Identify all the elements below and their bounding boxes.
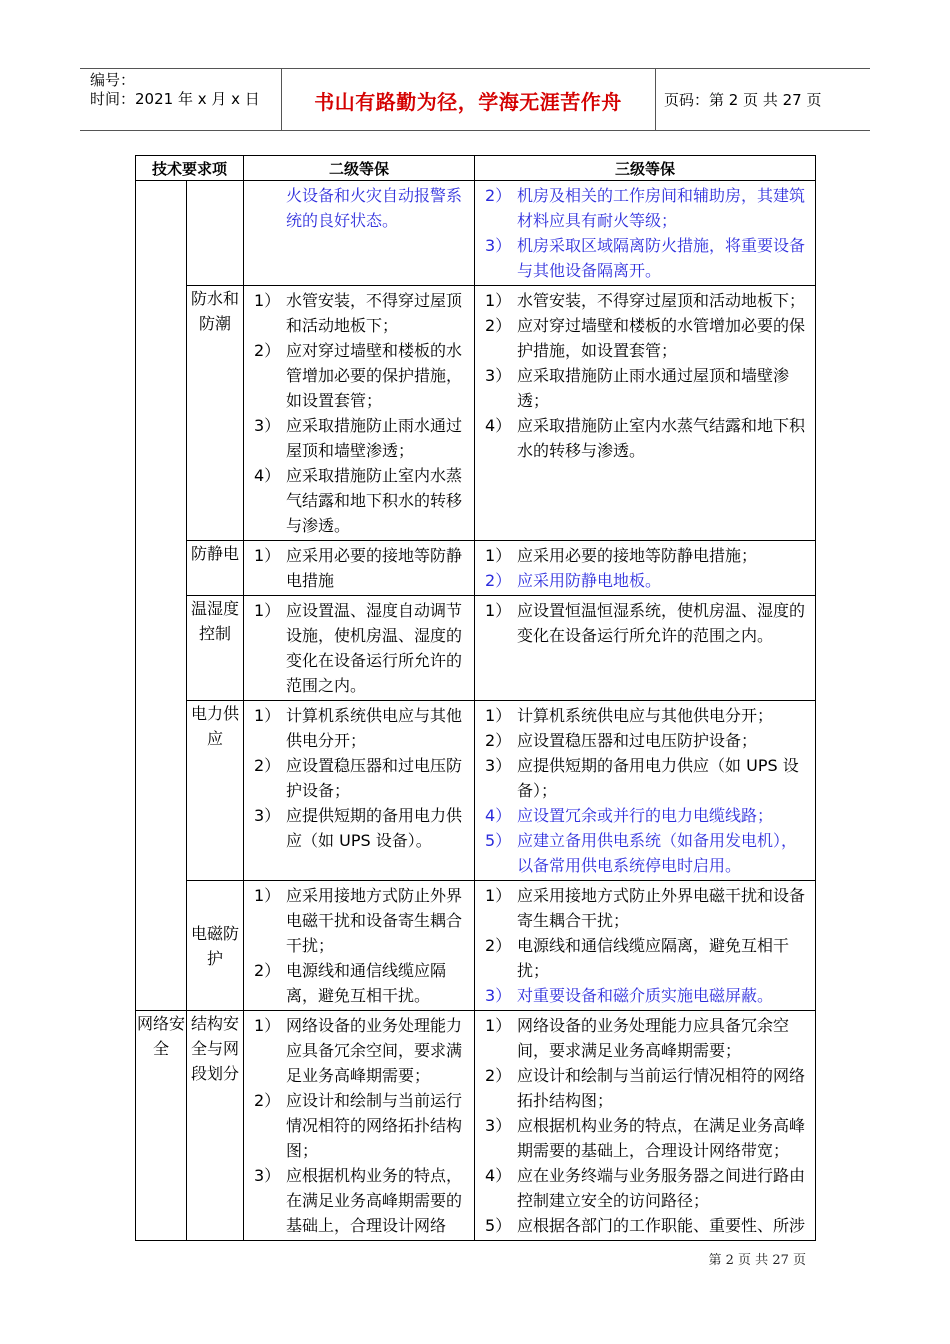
requirement-text: 应采取措施防止雨水通过屋顶和墙壁渗透； (517, 366, 790, 410)
requirement-list (244, 1011, 474, 1240)
requirement-number: 1） (485, 1016, 512, 1035)
requirement-item (244, 543, 468, 593)
requirement-text: 应设计和绘制与当前运行情况相符的网络拓扑结构图； (286, 1091, 463, 1160)
header-divider (655, 69, 656, 130)
level2-cell (244, 701, 475, 881)
requirement-text: 网络设备的业务处理能力应具备冗余空间，要求满足业务高峰期需要； (517, 1016, 790, 1060)
requirement-number: 5） (485, 1216, 512, 1235)
header-motto: 书山有路勤为径，学海无涯苦作舟 (314, 90, 622, 114)
requirement-item (244, 463, 468, 538)
requirement-text: 应设置恒温恒湿系统，使机房温、湿度的变化在设备运行所允许的范围之内。 (517, 601, 806, 645)
category-cell: 网络安全 (136, 1011, 187, 1241)
requirement-text: 电源线和通信线缆应隔离，避免互相干扰。 (286, 961, 447, 1005)
requirement-number: 2） (485, 186, 512, 205)
requirement-number: 1） (485, 706, 512, 725)
level3-cell (475, 881, 816, 1011)
requirement-number: 4） (254, 466, 281, 485)
requirement-item (244, 338, 468, 413)
requirement-item (475, 288, 809, 313)
requirement-text: 机房及相关的工作房间和辅助房，其建筑材料应具有耐火等级； (517, 186, 806, 230)
requirement-text: 应对穿过墙壁和楼板的水管增加必要的保护措施，如设置套管； (286, 341, 463, 410)
requirement-number: 1） (485, 291, 512, 310)
requirement-number: 4） (485, 806, 512, 825)
requirement-number: 4） (485, 1166, 512, 1185)
requirement-item (475, 183, 809, 233)
table-row (136, 1011, 816, 1241)
requirement-item (475, 543, 809, 568)
requirement-text: 对重要设备和磁介质实施电磁屏蔽。 (517, 986, 774, 1005)
table-row (136, 181, 816, 286)
level2-cell (244, 1011, 475, 1241)
level3-cell (475, 286, 816, 541)
header-meta (90, 71, 260, 109)
requirement-item (244, 958, 468, 1008)
requirement-item (244, 703, 468, 753)
requirement-item (475, 983, 809, 1008)
requirement-item (475, 1163, 809, 1213)
requirement-item (244, 1013, 468, 1088)
page-footer: 第 2 页 共 27 页 (708, 1253, 806, 1268)
requirement-item (244, 753, 468, 803)
level2-cell (244, 596, 475, 701)
subcategory-cell: 结构安全与网段划分 (187, 1011, 244, 1241)
requirement-item (475, 753, 809, 803)
requirement-text: 应采用接地方式防止外界电磁干扰和设备寄生耦合干扰； (517, 886, 806, 930)
subcategory-cell-fire (187, 181, 244, 286)
requirement-text: 应根据机构业务的特点，在满足业务高峰期需要的基础上，合理设计网络带宽； (517, 1116, 806, 1160)
requirement-number: 4） (485, 416, 512, 435)
requirement-text: 应根据机构业务的特点，在满足业务高峰期需要的基础上，合理设计网络 (286, 1166, 463, 1235)
requirement-list (475, 181, 815, 285)
requirement-text: 电源线和通信线缆应隔离，避免互相干扰； (517, 936, 790, 980)
requirement-number: 1） (485, 886, 512, 905)
requirement-item (475, 1063, 809, 1113)
requirement-item (475, 598, 809, 648)
level2-cell (244, 286, 475, 541)
requirement-item (475, 363, 809, 413)
requirement-item (475, 413, 809, 463)
requirement-text: 计算机系统供电应与其他供电分开； (517, 706, 774, 725)
requirement-item (475, 1013, 809, 1063)
requirement-item (475, 313, 809, 363)
requirement-text: 应采取措施防止雨水通过屋顶和墙壁渗透； (286, 416, 463, 460)
requirement-number: 1） (254, 706, 281, 725)
requirement-list (244, 541, 474, 595)
requirement-number: 2） (485, 1066, 512, 1085)
requirement-text: 水管安装，不得穿过屋顶和活动地板下； (286, 291, 463, 335)
requirement-number: 2） (485, 571, 512, 590)
requirement-item (475, 1213, 809, 1238)
requirement-list (475, 881, 815, 1010)
requirement-text: 应采用必要的接地等防静电措施； (517, 546, 758, 565)
requirement-number: 1） (254, 886, 281, 905)
requirement-number: 3） (485, 986, 512, 1005)
requirement-item (244, 803, 468, 853)
requirement-text: 应对穿过墙壁和楼板的水管增加必要的保护措施，如设置套管； (517, 316, 806, 360)
requirement-list (244, 286, 474, 540)
header-page-number: 页码：第 2 页 共 27 页 (664, 91, 822, 109)
subcategory-cell: 温湿度控制 (187, 596, 244, 701)
requirement-list (244, 596, 474, 700)
requirement-item (244, 1163, 468, 1238)
table-row (136, 596, 816, 701)
requirement-number: 2） (485, 731, 512, 750)
requirement-number: 3） (485, 756, 512, 775)
requirement-number: 3） (485, 236, 512, 255)
requirement-number: 1） (485, 601, 512, 620)
col-header-level3: 三级等保 (475, 156, 816, 181)
requirement-list (475, 541, 815, 595)
subcategory-cell: 电磁防护 (187, 881, 244, 1011)
page-header (80, 68, 870, 131)
requirement-item (244, 183, 468, 233)
table-header-row (136, 156, 816, 181)
requirement-item (475, 568, 809, 593)
requirement-number: 2） (254, 756, 281, 775)
level2-cell (244, 541, 475, 596)
requirement-number: 3） (254, 806, 281, 825)
requirement-number: 1） (254, 601, 281, 620)
requirement-number: 3） (485, 1116, 512, 1135)
level2-cell (244, 881, 475, 1011)
requirement-item (475, 703, 809, 728)
table-row (136, 881, 816, 1011)
requirement-text: 应采用接地方式防止外界电磁干扰和设备寄生耦合干扰； (286, 886, 463, 955)
requirement-item (244, 883, 468, 958)
table-row (136, 286, 816, 541)
requirement-item (475, 828, 809, 878)
requirement-item (244, 288, 468, 338)
requirement-text: 应建立备用供电系统（如备用发电机），以备常用供电系统停电时启用。 (517, 831, 798, 875)
level3-cell (475, 541, 816, 596)
requirement-number: 3） (485, 366, 512, 385)
requirement-item (475, 933, 809, 983)
subcategory-cell: 防静电 (187, 541, 244, 596)
requirement-text: 应设置稳压器和过电压防护设备； (286, 756, 463, 800)
requirement-item (475, 1113, 809, 1163)
doc-date: 时间：2021 年 x 月 x 日 (90, 90, 260, 108)
table-row (136, 541, 816, 596)
requirement-number: 3） (254, 1166, 281, 1185)
requirement-list (475, 1011, 815, 1240)
requirement-text: 网络设备的业务处理能力应具备冗余空间，要求满足业务高峰期需要； (286, 1016, 463, 1085)
requirement-number: 2） (254, 341, 281, 360)
requirement-text: 应采取措施防止室内水蒸气结露和地下积水的转移与渗透。 (286, 466, 463, 535)
requirement-text: 应提供短期的备用电力供应（如 UPS 设备）。 (286, 806, 463, 850)
category-cell-physical (136, 181, 187, 1011)
requirement-list (475, 701, 815, 880)
col-header-level2: 二级等保 (244, 156, 475, 181)
requirement-item (475, 728, 809, 753)
requirement-text: 应设置稳压器和过电压防护设备； (517, 731, 758, 750)
requirement-list (244, 881, 474, 1010)
requirement-text: 应设置温、湿度自动调节设施，使机房温、湿度的变化在设备运行所允许的范围之内。 (286, 601, 463, 695)
requirement-list (244, 181, 474, 235)
requirement-number: 1） (485, 546, 512, 565)
requirement-list (244, 701, 474, 855)
level2-cell (244, 181, 475, 286)
requirement-text: 应采取措施防止室内水蒸气结露和地下积水的转移与渗透。 (517, 416, 806, 460)
requirement-item (244, 1088, 468, 1163)
requirement-item (475, 883, 809, 933)
requirement-text: 火设备和火灾自动报警系统的良好状态。 (286, 186, 463, 230)
requirement-list (475, 596, 815, 650)
requirement-number: 5） (485, 831, 512, 850)
requirement-text: 水管安装，不得穿过屋顶和活动地板下； (517, 291, 806, 310)
requirement-text: 应设计和绘制与当前运行情况相符的网络拓扑结构图； (517, 1066, 806, 1110)
requirement-number: 1） (254, 546, 281, 565)
requirement-item (244, 413, 468, 463)
subcategory-cell: 防水和防潮 (187, 286, 244, 541)
requirement-number: 2） (254, 1091, 281, 1110)
requirement-item (244, 598, 468, 698)
requirement-number: 2） (254, 961, 281, 980)
requirement-number: 1） (254, 291, 281, 310)
requirement-text: 应在业务终端与业务服务器之间进行路由控制建立安全的访问路径； (517, 1166, 806, 1210)
requirement-number: 2） (485, 316, 512, 335)
requirements-table (135, 155, 816, 1241)
requirement-list (475, 286, 815, 465)
level3-cell (475, 596, 816, 701)
requirement-text: 应提供短期的备用电力供应（如 UPS 设备）； (517, 756, 799, 800)
table-row (136, 701, 816, 881)
level3-cell (475, 701, 816, 881)
requirement-item (475, 233, 809, 283)
requirement-text: 机房采取区域隔离防火措施，将重要设备与其他设备隔离开。 (517, 236, 806, 280)
requirement-text: 应根据各部门的工作职能、重要性、所涉 (517, 1216, 806, 1235)
requirement-number: 3） (254, 416, 281, 435)
requirement-text: 应采用必要的接地等防静电措施 (286, 546, 463, 590)
doc-number: 编号： (90, 71, 136, 89)
requirement-text: 计算机系统供电应与其他供电分开； (286, 706, 463, 750)
col-header-item: 技术要求项 (136, 156, 244, 181)
subcategory-cell: 电力供应 (187, 701, 244, 881)
requirement-number: 1） (254, 1016, 281, 1035)
level3-cell (475, 1011, 816, 1241)
requirement-text: 应设置冗余或并行的电力电缆线路； (517, 806, 774, 825)
requirement-text: 应采用防静电地板。 (517, 571, 662, 590)
level3-cell (475, 181, 816, 286)
requirement-item (475, 803, 809, 828)
requirement-number: 2） (485, 936, 512, 955)
